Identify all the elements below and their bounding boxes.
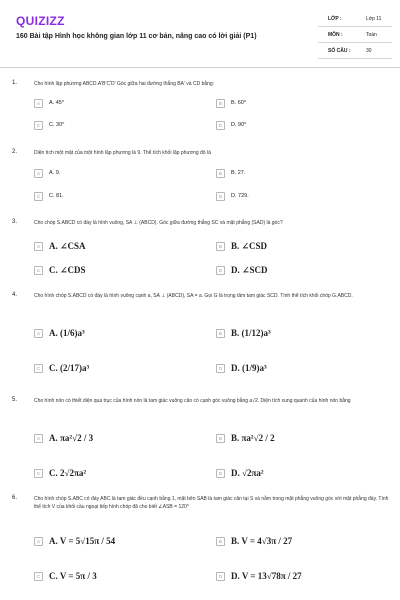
option-text: C. 81. xyxy=(49,193,64,199)
meta-row-class xyxy=(318,11,392,27)
option-text: C. ∠CDS xyxy=(49,265,86,275)
question-number: 6. xyxy=(12,495,18,501)
option-c[interactable] xyxy=(34,118,184,134)
meta-value: 30 xyxy=(366,48,372,54)
option-text: C. V = 5π / 3 xyxy=(49,571,97,581)
option-key-box[interactable]: C xyxy=(34,266,43,275)
option-key-box[interactable]: A xyxy=(34,169,43,178)
option-d[interactable] xyxy=(216,259,366,283)
option-a[interactable] xyxy=(34,96,184,112)
option-d[interactable] xyxy=(216,189,366,205)
option-text: B. ∠CSD xyxy=(231,241,268,251)
option-c[interactable] xyxy=(34,565,184,589)
question-number: 3. xyxy=(12,219,18,225)
option-key-box[interactable]: C xyxy=(34,121,43,130)
option-text: A. ∠CSA xyxy=(49,241,86,251)
option-d[interactable] xyxy=(216,357,366,381)
option-text: D. (1/9)a³ xyxy=(231,363,267,373)
question-number: 1. xyxy=(12,80,18,86)
option-text: B. 27. xyxy=(231,170,246,176)
option-key-box[interactable]: A xyxy=(34,537,43,546)
option-key-box[interactable]: D xyxy=(216,192,225,201)
option-key-box[interactable]: C xyxy=(34,192,43,201)
option-key-box[interactable]: D xyxy=(216,266,225,275)
meta-table xyxy=(318,11,392,59)
question-text: Diện tích một mặt của một hình lập phương là 9. Thể tích khối lập phương đó là xyxy=(34,150,211,156)
option-text: D. 90⁰ xyxy=(231,122,247,128)
option-text: B. (1/12)a³ xyxy=(231,328,271,338)
option-text: C. 30⁰ xyxy=(49,122,65,128)
option-text: A. V = 5√15π / 54 xyxy=(49,536,116,546)
option-key-box[interactable]: B xyxy=(216,242,225,251)
option-a[interactable] xyxy=(34,322,184,346)
question-number: 5. xyxy=(12,397,18,403)
option-b[interactable] xyxy=(216,166,366,182)
option-b[interactable] xyxy=(216,427,366,451)
question-number: 2. xyxy=(12,149,18,155)
option-key-box[interactable]: B xyxy=(216,537,225,546)
meta-value: Toán xyxy=(366,32,377,38)
option-key-box[interactable]: C xyxy=(34,572,43,581)
option-text: B. πa²√2 / 2 xyxy=(231,433,275,443)
option-key-box[interactable]: D xyxy=(216,572,225,581)
option-d[interactable] xyxy=(216,118,366,134)
option-text: D. √2πa² xyxy=(231,468,264,478)
option-key-box[interactable]: C xyxy=(34,364,43,373)
option-key-box[interactable]: B xyxy=(216,329,225,338)
option-key-box[interactable]: B xyxy=(216,169,225,178)
option-a[interactable] xyxy=(34,166,184,182)
option-b[interactable] xyxy=(216,96,366,112)
option-text: A. πa²√2 / 3 xyxy=(49,433,94,443)
option-c[interactable] xyxy=(34,189,184,205)
option-text: C. (2/17)a³ xyxy=(49,363,90,373)
option-a[interactable] xyxy=(34,530,184,554)
option-key-box[interactable]: A xyxy=(34,99,43,108)
option-c[interactable] xyxy=(34,259,184,283)
option-c[interactable] xyxy=(34,357,184,381)
option-key-box[interactable]: C xyxy=(34,469,43,478)
option-text: A. (1/6)a³ xyxy=(49,328,85,338)
question-text: Cho hình chóp S.ABC có đáy ABC là tam giác đều cạnh bằng 1, mặt bên SAB là tam giác cân tại S và nằm trong mặt phẳng vuông góc với mặt phẳng đáy. Tính thể tích V của khối cầu ngoại tiếp hình chóp đã cho biết ∠ASB = 120⁰ xyxy=(34,496,389,510)
option-a[interactable] xyxy=(34,235,184,259)
option-key-box[interactable]: A xyxy=(34,434,43,443)
option-c[interactable] xyxy=(34,462,184,486)
meta-label: LỚP : xyxy=(328,16,342,22)
quizizz-logo: QUIZIZZ xyxy=(16,14,65,28)
option-key-box[interactable]: A xyxy=(34,329,43,338)
option-d[interactable] xyxy=(216,462,366,486)
meta-row-count xyxy=(318,43,392,59)
option-d[interactable] xyxy=(216,565,366,589)
question-text: Cho chóp S.ABCD có đáy là hình vuông, SA ⊥ (ABCD). Góc giữa đường thẳng SC và mặt phẳng (SAD) là góc? xyxy=(34,220,283,226)
option-key-box[interactable]: B xyxy=(216,99,225,108)
option-key-box[interactable]: D xyxy=(216,121,225,130)
option-key-box[interactable]: D xyxy=(216,469,225,478)
option-a[interactable] xyxy=(34,427,184,451)
question-text: Cho hình lập phương ABCD.A'B'C'D' Góc giữa hai đường thẳng BA' và CD bằng: xyxy=(34,81,215,87)
meta-value: Lớp 11 xyxy=(366,16,382,22)
option-b[interactable] xyxy=(216,322,366,346)
option-b[interactable] xyxy=(216,235,366,259)
meta-label: SỐ CÂU : xyxy=(328,48,351,54)
option-key-box[interactable]: B xyxy=(216,434,225,443)
question-text: Cho hình chóp S.ABCD có đáy là hình vuông cạnh a, SA ⊥ (ABCD), SA = a. Gọi G là trọng tâm tam giác SCD. Tính thể tích khối chóp G.ABCD. xyxy=(34,293,353,299)
option-text: A. 45⁰ xyxy=(49,100,65,106)
option-key-box[interactable]: D xyxy=(216,364,225,373)
option-text: B. V = 4√3π / 27 xyxy=(231,536,293,546)
option-key-box[interactable]: A xyxy=(34,242,43,251)
option-text: D. 729. xyxy=(231,193,249,199)
option-text: D. ∠SCD xyxy=(231,265,268,275)
option-text: A. 9. xyxy=(49,170,61,176)
option-text: D. V = 13√78π / 27 xyxy=(231,571,302,581)
question-number: 4. xyxy=(12,292,18,298)
option-b[interactable] xyxy=(216,530,366,554)
meta-label: MÔN : xyxy=(328,32,343,38)
document-header xyxy=(0,0,400,68)
option-text: B. 60⁰ xyxy=(231,100,247,106)
option-text: C. 2√2πa² xyxy=(49,468,87,478)
meta-row-subject xyxy=(318,27,392,43)
question-text: Cho hình nón có thiết diện qua trục của hình nón là tam giác vuông cân có cạnh góc vuông bằng a√2. Diện tích xung quanh của hình nón bằng xyxy=(34,398,351,404)
document-title: 160 Bài tập Hình học không gian lớp 11 cơ bản, nâng cao có lời giải (P1) xyxy=(16,33,257,40)
